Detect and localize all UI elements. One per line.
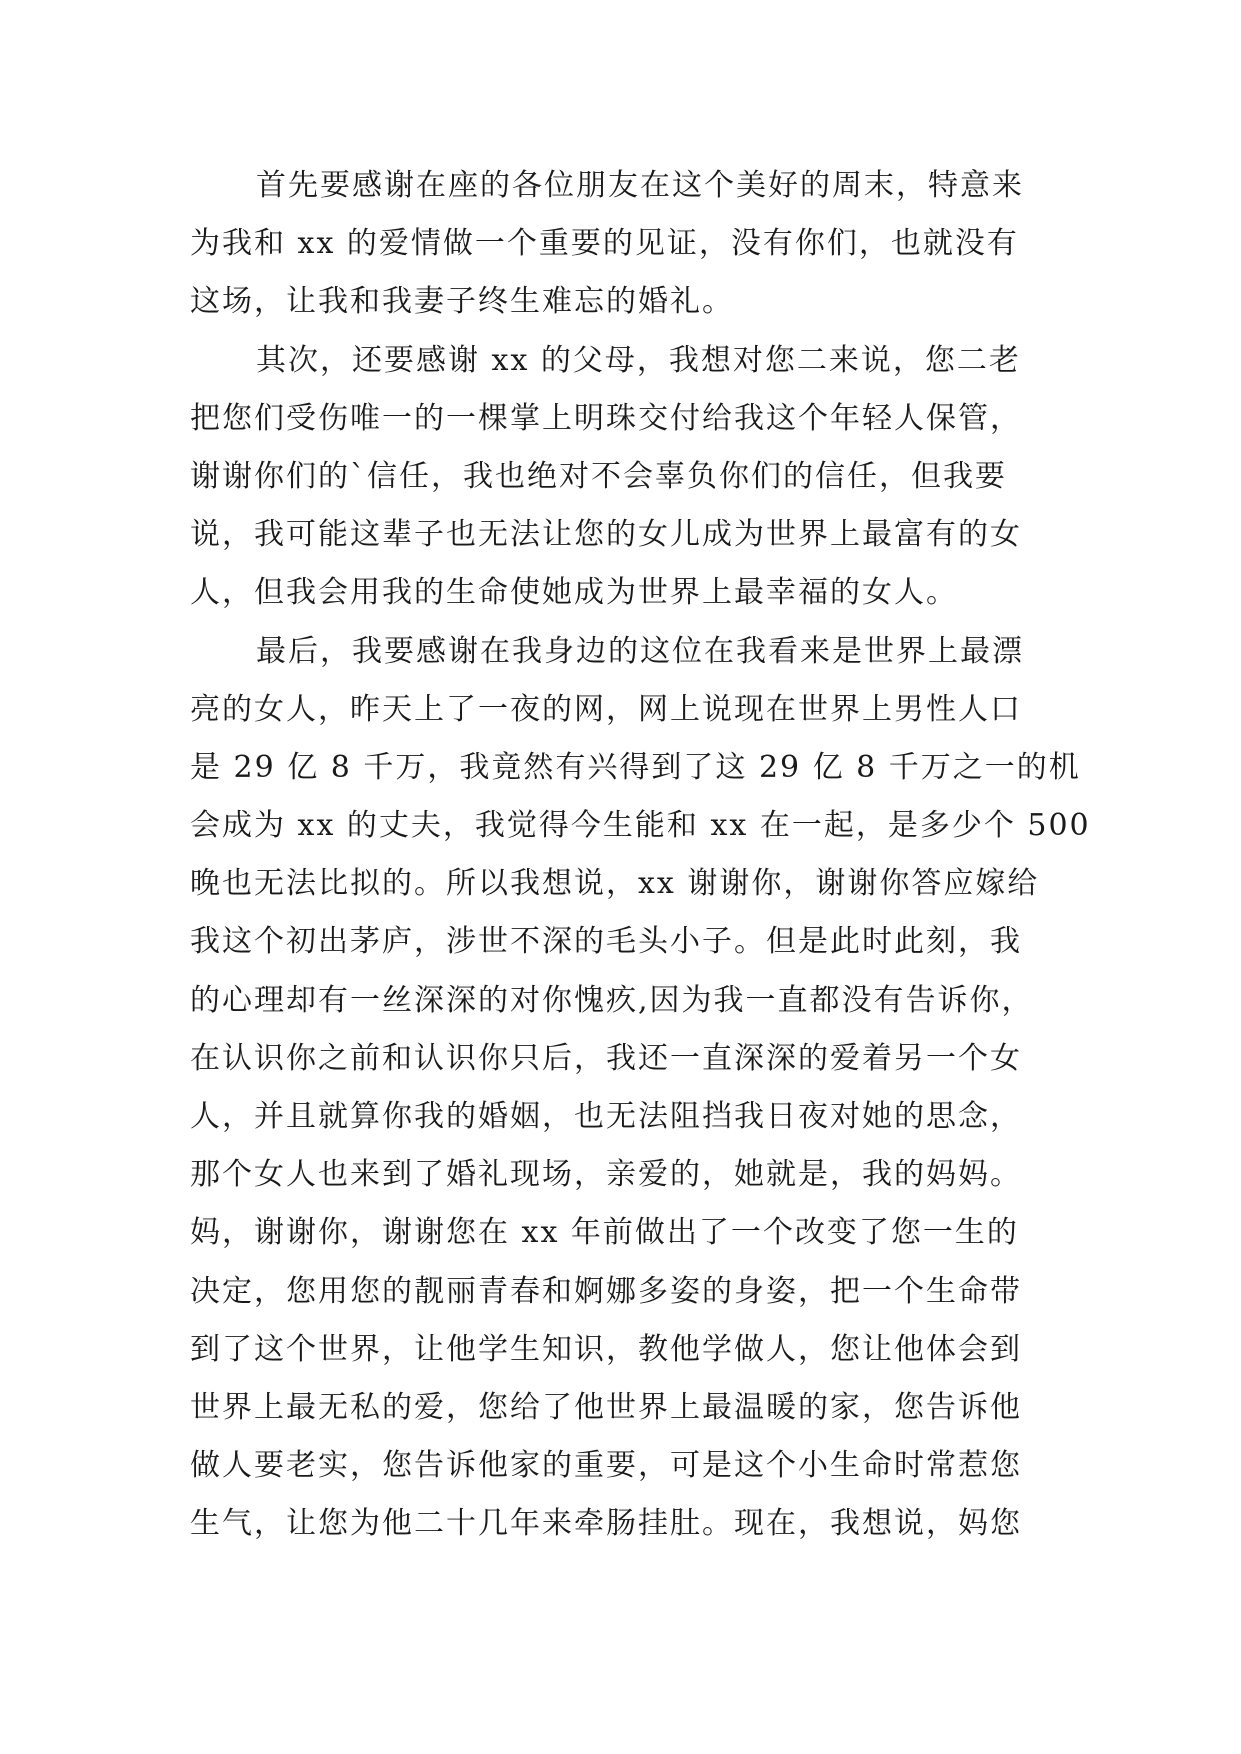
text-line: 妈，谢谢你，谢谢您在 xx 年前做出了一个改变了您一生的 — [190, 1215, 1019, 1251]
text-line: 把您们受伤唯一的一棵掌上明珠交付给我这个年轻人保管， — [190, 400, 1022, 436]
text-line: 为我和 xx 的爱情做一个重要的见证，没有你们，也就没有 — [190, 226, 1019, 262]
text-line: 那个女人也来到了婚礼现场，亲爱的，她就是，我的妈妈。 — [190, 1157, 1022, 1193]
text-line: 人，并且就算你我的婚姻，也无法阻挡我日夜对她的思念， — [190, 1099, 1022, 1134]
text-line: 首先要感谢在座的各位朋友在这个美好的周末，特意来 — [256, 168, 1024, 203]
document-body — [190, 157, 1091, 1554]
text-line: 世界上最无私的爱，您给了他世界上最温暖的家，您告诉他 — [190, 1389, 1022, 1425]
text-line: 谢谢你们的`信任，我也绝对不会辜负你们的信任，但我要 — [190, 458, 1007, 494]
text-line: 人，但我会用我的生命使她成为世界上最幸福的女人。 — [190, 575, 958, 611]
text-line: 说，我可能这辈子也无法让您的女儿成为世界上最富有的女 — [190, 517, 1022, 553]
text-line: 到了这个世界，让他学生知识，教他学做人，您让他体会到 — [190, 1331, 1022, 1367]
text-line: 的心理却有一丝深深的对你愧疚,因为我一直都没有告诉你， — [190, 982, 1034, 1018]
text-line: 晚也无法比拟的。所以我想说，xx 谢谢你，谢谢你答应嫁给 — [190, 866, 1040, 902]
text-line: 这场，让我和我妻子终生难忘的婚礼。 — [190, 284, 734, 320]
text-line: 决定，您用您的靓丽青春和婀娜多姿的身姿，把一个生命带 — [190, 1273, 1022, 1309]
text-line: 做人要老实，您告诉他家的重要，可是这个小生命时常惹您 — [190, 1448, 1022, 1484]
text-line: 其次，还要感谢 xx 的父母，我想对您二来说，您二老 — [256, 342, 1021, 378]
text-line: 最后，我要感谢在我身边的这位在我看来是世界上最漂 — [256, 633, 1024, 669]
text-line: 我这个初出茅庐，涉世不深的毛头小子。但是此时此刻，我 — [190, 924, 1022, 960]
text-line: 是 29 亿 8 千万，我竟然有兴得到了这 29 亿 8 千万之一的机 — [190, 749, 1081, 785]
text-line: 会成为 xx 的丈夫，我觉得今生能和 xx 在一起，是多少个 500 — [190, 808, 1091, 844]
text-line: 生气，让您为他二十几年来牵肠挂肚。现在，我想说，妈您 — [190, 1506, 1022, 1542]
text-line: 在认识你之前和认识你只后，我还一直深深的爱着另一个女 — [190, 1040, 1022, 1076]
text-line: 亮的女人，昨天上了一夜的网，网上说现在世界上男性人口 — [190, 691, 1022, 727]
